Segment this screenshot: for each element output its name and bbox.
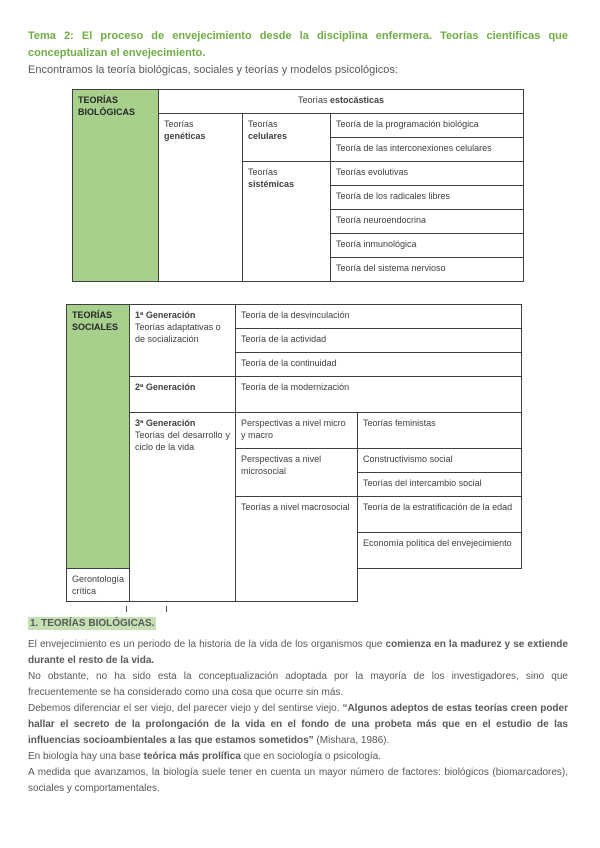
social-theories-table [66,304,522,602]
table-cell: Teoría neuroendocrina [331,210,524,234]
gen2-cell [130,377,236,413]
bold-quote: “Algunos adeptos de estas teorías creen poder hallar el secreto de la prolongación de la vida en el fondo de una probeta más que en el estudio de las influencias socioambientales a las que estamos sometidos” [28,703,568,746]
cellular-label-1: Teorías [248,119,278,129]
table-cell: Constructivismo social [358,449,522,473]
table-cell: Teoría de la desvinculación [236,305,522,329]
table-cell: Teorías del intercambio social [358,473,522,497]
document-title: Tema 2: El proceso de envejecimiento desde la disciplina enfermera. Teorías científicas que conceptualizan el envejecimiento. [28,30,568,59]
intro-text: Encontramos la teoría biológicas, sociales y teorías y modelos psicológicos: [28,64,398,76]
perspective-macrosocial-cell: Teorías a nivel macrosocial [236,497,358,602]
citation: (Mishara, 1986). [313,735,390,746]
table-cell: Economía política del envejecimiento [358,533,522,569]
paragraph: A medida que avanzamos, la biología suele tener en cuenta un mayor número de factores: biológicos (biomarcadores), sociales y comportamentales. [28,767,568,794]
table-tick-mark [126,606,129,612]
table-cell: Teoría inmunológica [331,234,524,258]
table-cell: Gerontología crítica [67,569,130,602]
systemic-label-1: Teorías [248,167,278,177]
gen3-subtitle: Teorías del desarrollo y ciclo de la vida [135,430,231,452]
gen1-title: 1ª Generación [135,310,196,320]
cellular-theories-cell [243,114,331,162]
perspective-micro-macro-cell: Perspectivas a nivel micro y macro [236,413,358,449]
bold-run: comienza en la madurez y se extiende durante el resto de la vida. [28,639,568,666]
table-cell: Teoría de la modernización [236,377,522,413]
genetic-label-1: Teorías [164,119,194,129]
table-tick-mark [166,606,169,612]
section-heading: 1. TEORÍAS BIOLÓGICAS. [30,618,155,629]
paragraph [28,749,568,765]
stochastic-header [159,90,524,114]
social-category-cell: TEORÍAS SOCIALES [67,305,130,569]
gen3-title: 3ª Generación [135,418,196,428]
table-cell: Teorías evolutivas [331,162,524,186]
paragraph: No obstante, no ha sido esta la conceptualización adoptada por la mayoría de los investigadores, sino que frecuentemente se ha considerado como una cosa que ocurre sin más. [28,671,568,698]
gen1-subtitle: Teorías adaptativas o de socialización [135,322,221,344]
paragraph [28,637,568,669]
genetic-theories-cell [159,114,243,282]
systemic-label-2: sistémicas [248,179,295,189]
bold-run: teórica más prolífica [143,751,241,762]
text-run: En biología hay una base [28,751,144,762]
biological-category-cell: TEORÍAS BIOLÓGICAS [73,90,159,282]
genetic-label-2: genéticas [164,131,206,141]
table-cell: Teoría de las interconexiones celulares [331,138,524,162]
stochastic-header-bold: estocásticas [329,95,385,105]
table-cell: Teoría de la estratificación de la edad [358,497,522,533]
table-cell: Teorías feministas [358,413,522,449]
systemic-theories-cell [243,162,331,282]
cellular-label-2: celulares [248,131,288,141]
gen1-cell [130,305,236,377]
biological-theories-table [72,89,524,282]
text-run: Debemos diferenciar el ser viejo, del parecer viejo y del sentirse viejo. [28,703,343,714]
table-cell: Teoría de la programación biológica [331,114,524,138]
paragraph [28,701,568,749]
table-cell: Teoría de la continuidad [236,353,522,377]
gen3-cell [130,413,236,602]
stochastic-header-prefix: Teorías [297,95,330,105]
gen2-title: 2ª Generación [135,382,196,392]
section-body [28,637,568,797]
perspective-microsocial-cell: Perspectivas a nivel microsocial [236,449,358,497]
table-cell: Teoría de los radicales libres [331,186,524,210]
text-run: que en sociología o psicología. [240,751,382,762]
table-cell: Teoría del sistema nervioso [331,258,524,282]
text-run: El envejecimiento es un periodo de la historia de la vida de los organismos que [28,639,386,650]
table-cell: Teoría de la actividad [236,329,522,353]
